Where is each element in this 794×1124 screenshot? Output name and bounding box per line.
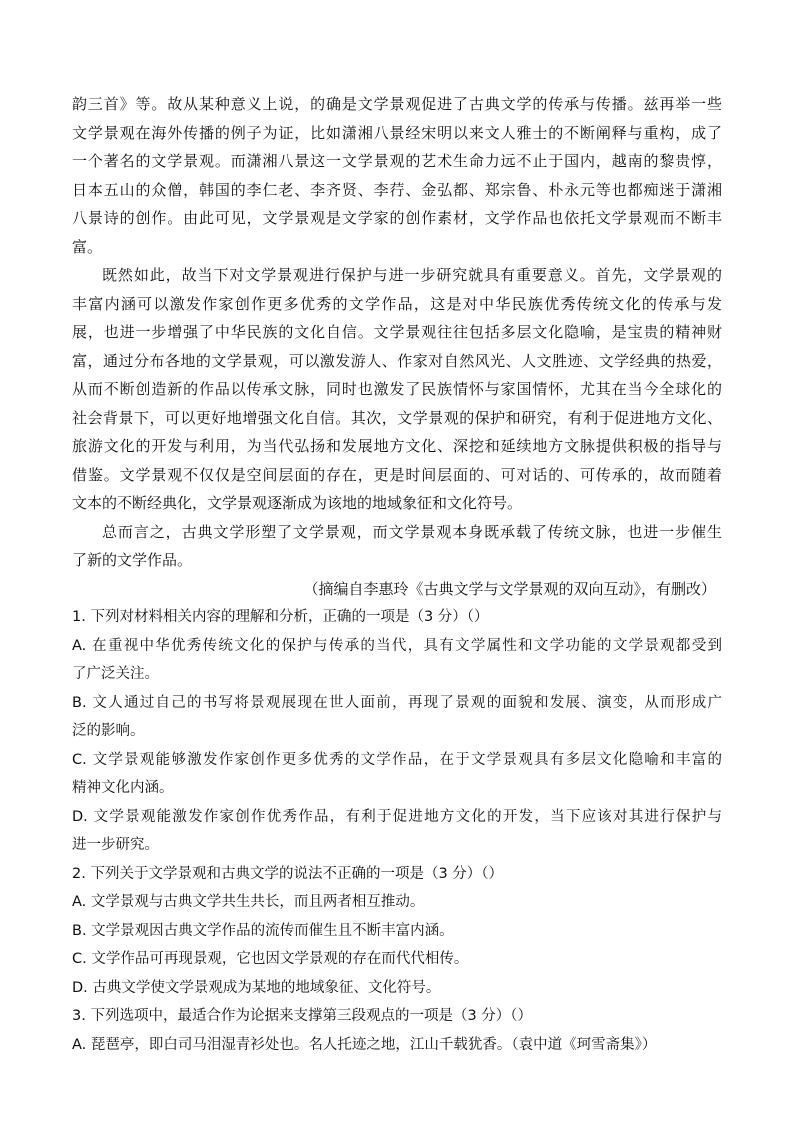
option-d: D. 文学景观能激发作家创作优秀作品，有利于促进地方文化的开发，当下应该对其进行保护与 <box>72 808 722 825</box>
paragraph-line: 八景诗的创作。由此可见，文学景观是文学家的创作素材，文学作品也依托文学景观而不断丰 <box>72 209 722 227</box>
paragraph-line: 丰富内涵可以激发作家创作更多优秀的文学作品，这是对中华民族优秀传统文化的传承与发 <box>72 294 722 313</box>
paragraph-line: 借鉴。文学景观不仅仅是空间层面的存在，更是时间层面的、可对话的、可传承的，故而随着 <box>72 465 722 484</box>
paragraph-3 <box>72 518 722 575</box>
paragraph-line: 韵三首》等。故从某种意义上说，的确是文学景观促进了古典文学的传承与传播。兹再举一些 <box>72 95 722 113</box>
option-d: D. 古典文学使文学景观成为某地的地域象征、文化符号。 <box>72 979 441 996</box>
question-2 <box>72 860 722 1003</box>
paragraph-line: 了新的文学作品。 <box>72 551 193 569</box>
paragraph-line: 总而言之，古典文学形塑了文学景观，而文学景观本身既承载了传统文脉，也进一步催生 <box>102 522 722 541</box>
option-c: C. 文学作品可再现景观，它也因文学景观的存在而代代相传。 <box>72 951 469 967</box>
option-a: A. 在重视中华优秀传统文化的保护与传承的当代，具有文学属性和文学功能的文学景观都受到 <box>72 637 722 654</box>
option-b: B. 文学景观因古典文学作品的流传而催生且不断丰富内涵。 <box>72 922 454 939</box>
paragraph-line: 既然如此，故当下对文学景观进行保护与进一步研究就具有重要意义。首先，文学景观的 <box>102 266 722 284</box>
paragraph-line: 社会背景下，可以更好地增强文化自信。其次，文学景观的保护和研究，有利于促进地方文化、 <box>72 408 722 427</box>
paragraph-line: 旅游文化的开发与利用，为当代弘扬和发展地方文化、深挖和延续地方文脉提供积极的指导与 <box>72 437 722 455</box>
paragraph-line: 日本五山的众僧，韩国的李仁老、李齐贤、李荇、金弘都、郑宗鲁、朴永元等也都痴迷于潇湘 <box>72 180 722 199</box>
paragraph-line: 展，也进一步增强了中华民族的文化自信。文学景观往往包括多层文化隐喻，是宝贵的精神财 <box>72 323 722 341</box>
paragraph-1 <box>72 90 722 261</box>
option-a-continued: 了广泛关注。 <box>72 666 159 682</box>
question-1 <box>72 603 722 860</box>
paragraph-line: 富。 <box>72 237 103 256</box>
option-b-continued: 泛的影响。 <box>72 723 145 739</box>
source-citation: （摘编自李惠玲《古典文学与文学景观的双向互动》，有删改） <box>303 579 716 598</box>
document-page <box>72 90 722 1059</box>
option-c: C. 文学景观能够激发作家创作更多优秀的文学作品，在于文学景观具有多层文化隐喻和丰富的 <box>72 751 722 768</box>
question-stem: 3. 下列选项中，最适合作为论据来支撑第三段观点的一项是（3 分）（） <box>72 1008 533 1024</box>
question-stem: 2. 下列关于文学景观和古典文学的说法不正确的一项是（3 分）（） <box>72 865 504 882</box>
paragraph-2 <box>72 261 722 518</box>
paragraph-line: 文本的不断经典化，文学景观逐渐成为该地的地域象征和文化符号。 <box>72 494 523 512</box>
paragraph-line: 文学景观在海外传播的例子为证，比如潇湘八景经宋明以来文人雅士的不断阐释与重构，成了 <box>72 123 722 142</box>
option-d-continued: 进一步研究。 <box>72 837 159 853</box>
question-stem: 1. 下列对材料相关内容的理解和分析，正确的一项是（3 分）（） <box>72 609 489 625</box>
option-c-continued: 精神文化内涵。 <box>72 780 174 796</box>
paragraph-line: 从而不断创造新的作品以传承文脉，同时也激发了民族情怀与家国情怀，尤其在当今全球化的 <box>72 380 722 398</box>
paragraph-line: 富，通过分布各地的文学景观，可以激发游人、作家对自然风光、人文胜迹、文学经典的热爱， <box>72 351 722 370</box>
paragraph-line: 一个著名的文学景观。而潇湘八景这一文学景观的艺术生命力远不止于国内，越南的黎贵惇， <box>72 152 722 170</box>
option-a: A. 文学景观与古典文学共生共长，而且两者相互推动。 <box>72 894 425 910</box>
question-3 <box>72 1002 722 1059</box>
option-b: B. 文人通过自己的书写将景观展现在世人面前，再现了景观的面貌和发展、演变，从而形成广 <box>72 694 722 711</box>
option-a: A. 琵琶亭，即白司马泪湿青衫处也。名人托迹之地，江山千载犹香。（袁中道《珂雪斋集》） <box>72 1036 657 1053</box>
